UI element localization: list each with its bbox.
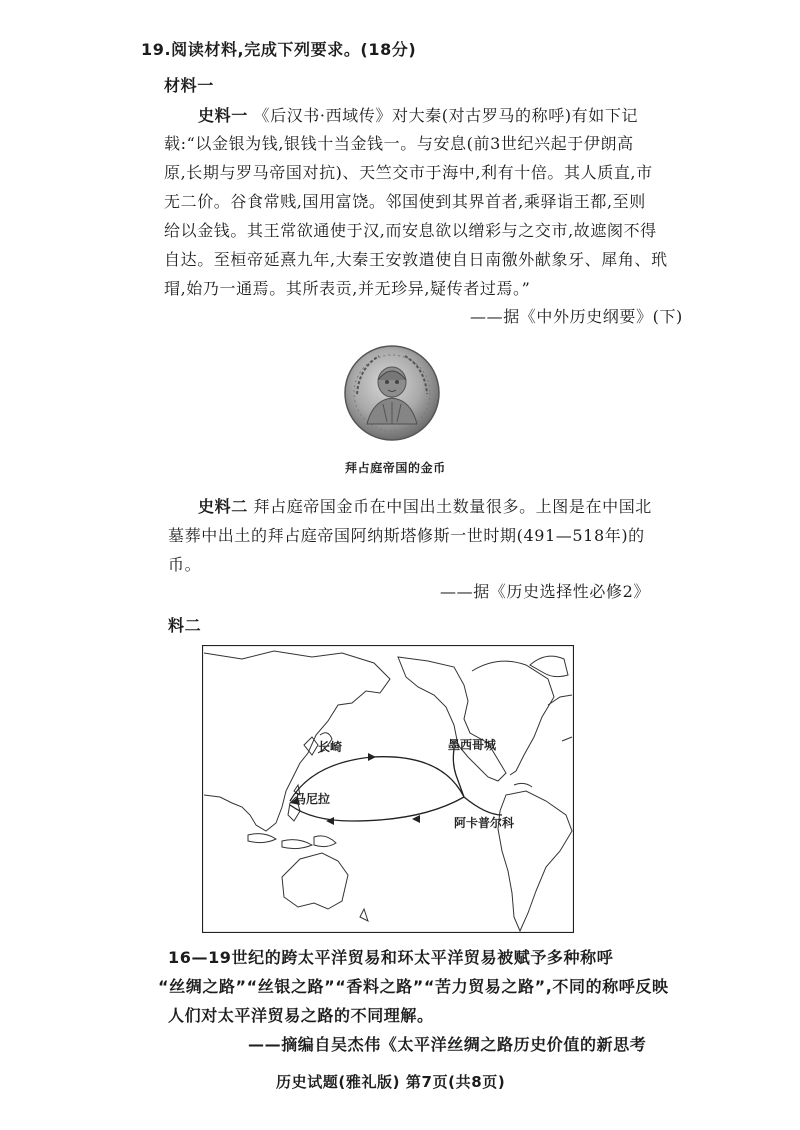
- source1-line-4: 无二价。谷食常贱,国用富饶。邻国使到其界首者,乘驿诣王都,至则: [164, 192, 646, 211]
- source1-label: 史料一: [198, 106, 248, 125]
- source2-label: 史料二: [198, 497, 248, 516]
- source2-citation: ——据《历史选择性必修2》: [440, 582, 650, 601]
- source1-line-2: 载:“以金银为钱,银钱十当金钱一。与安息(前3世纪兴起于伊朗高: [164, 134, 634, 153]
- material1-heading: 材料一: [164, 76, 214, 95]
- byzantine-coin-image: [343, 344, 441, 442]
- source1-line-1-text: 《后汉书·西域传》对大秦(对古罗马的称呼)有如下记: [253, 106, 639, 125]
- material2-line-2: “丝绸之路”“丝银之路”“香料之路”“苦力贸易之路”,不同的称呼反映: [158, 977, 669, 996]
- source2-line-3: 币。: [168, 555, 202, 574]
- material2-citation: ——摘编自吴杰伟《太平洋丝绸之路历史价值的新思考: [248, 1035, 647, 1054]
- label-mexico-city: 墨西哥城: [448, 738, 497, 752]
- pacific-trade-map: [202, 645, 574, 933]
- source2-line-2: 墓葬中出土的拜占庭帝国阿纳斯塔修斯一世时期(491—518年)的: [168, 526, 645, 545]
- source1-line-1: [198, 106, 638, 126]
- question-title: 19.阅读材料,完成下列要求。(18分): [141, 40, 417, 59]
- source2-line-1: [198, 497, 652, 517]
- material2-line-1: 16—19世纪的跨太平洋贸易和环太平洋贸易被赋予多种称呼: [168, 948, 614, 967]
- material2-heading: 料二: [168, 616, 202, 635]
- label-manila: 马尼拉: [294, 792, 331, 806]
- source1-line-3: 原,长期与罗马帝国对抗)、天竺交市于海中,利有十倍。其人质直,市: [164, 163, 653, 182]
- source1-line-6: 自达。至桓帝延熹九年,大秦王安敦遣使自日南徼外献象牙、犀角、玳: [164, 250, 668, 269]
- coin-caption: 拜占庭帝国的金币: [345, 461, 446, 475]
- page-footer: 历史试题(雅礼版) 第7页(共8页): [276, 1073, 506, 1091]
- label-nagasaki: 长崎: [318, 740, 343, 754]
- label-acapulco: 阿卡普尔科: [454, 816, 515, 830]
- coin-illustration: [343, 344, 441, 442]
- source2-line-1-text: 拜占庭帝国金币在中国出土数量很多。上图是在中国北: [253, 497, 652, 516]
- source1-line-7: 瑁,始乃一通焉。其所表贡,并无珍异,疑传者过焉。”: [164, 279, 531, 298]
- map-illustration: [202, 645, 574, 933]
- material2-line-3: 人们对太平洋贸易之路的不同理解。: [168, 1006, 434, 1025]
- source1-line-5: 给以金钱。其王常欲通使于汉,而安息欲以缯彩与之交市,故遮阂不得: [164, 221, 657, 240]
- source1-citation: ——据《中外历史纲要》(下): [470, 307, 683, 326]
